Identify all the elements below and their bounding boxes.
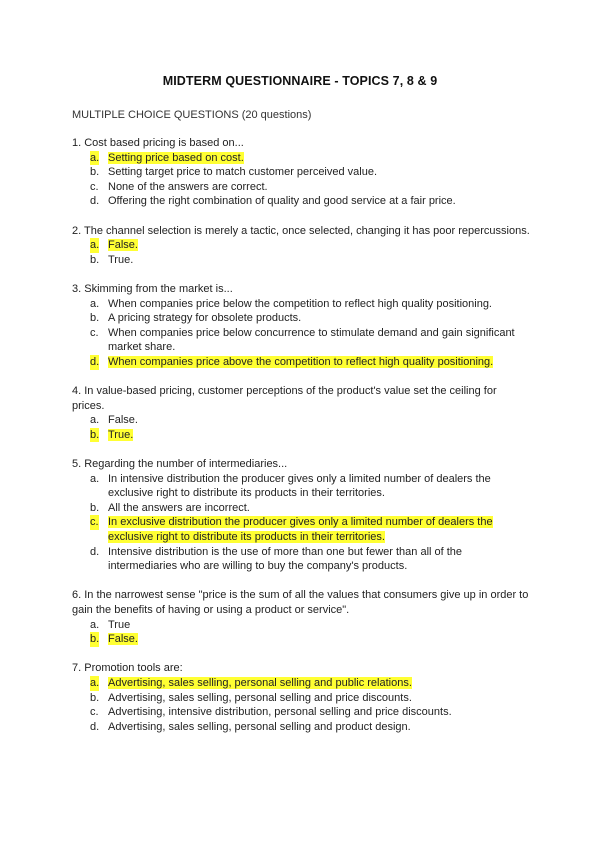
option-text: In intensive distribution the producer gives only a limited number of dealers the exclusive right to distribute its products in their territories. — [108, 472, 491, 500]
answer-option — [72, 691, 532, 706]
option-body — [108, 312, 301, 324]
question-text: 3. Skimming from the market is... — [72, 282, 233, 295]
page-title: MIDTERM QUESTIONNAIRE - TOPICS 7, 8 & 9 — [162, 74, 438, 88]
question-6 — [72, 588, 532, 646]
answer-option — [72, 705, 532, 720]
answer-options — [72, 151, 532, 209]
option-text: Advertising, intensive distribution, personal selling and price discounts. — [108, 706, 452, 719]
question-text: 5. Regarding the number of intermediaries... — [72, 458, 288, 471]
option-text: Setting target price to match customer perceived value. — [108, 166, 378, 179]
answer-options — [72, 413, 532, 442]
option-text: Advertising, sales selling, personal selling and product design. — [108, 720, 411, 733]
highlight-mark — [108, 152, 244, 164]
option-body — [108, 195, 456, 207]
question-7 — [72, 661, 532, 734]
option-text: When companies price below concurrence to stimulate demand and gain significant market share. — [108, 326, 515, 354]
question-text: 2. The channel selection is merely a tactic, once selected, changing it has poor repercussions. — [72, 224, 530, 237]
option-body — [108, 473, 491, 500]
option-letter: b. — [90, 428, 100, 441]
question-text: 1. Cost based pricing is based on... — [72, 137, 244, 149]
option-body — [108, 721, 411, 733]
highlight-mark — [108, 429, 133, 441]
question-5 — [72, 457, 532, 574]
option-text: All the answers are incorrect. — [108, 501, 250, 514]
answer-option-correct — [72, 355, 532, 370]
option-letter: c. — [90, 516, 99, 529]
answer-option — [72, 413, 532, 428]
option-text: Advertising, sales selling, personal selling and public relations. — [108, 676, 412, 689]
section-heading: MULTIPLE CHOICE QUESTIONS (20 questions) — [72, 109, 312, 121]
answer-option-correct — [72, 515, 532, 544]
answer-option-correct — [72, 238, 532, 253]
answer-option — [72, 720, 532, 735]
option-text: When companies price above the competition to reflect high quality positioning. — [108, 355, 494, 368]
answer-option — [72, 297, 532, 312]
answer-options — [72, 238, 532, 267]
answer-option — [72, 180, 532, 195]
option-text: True. — [108, 428, 134, 441]
option-body — [108, 502, 250, 514]
option-letter: a. — [90, 676, 100, 689]
highlight-mark — [108, 356, 493, 368]
answer-option — [72, 501, 532, 516]
option-text: Setting price based on cost. — [108, 151, 244, 164]
option-letter: a. — [90, 414, 100, 427]
option-text: A pricing strategy for obsolete products. — [108, 312, 302, 325]
question-text: 4. In value-based pricing, customer perceptions of the product's value set the ceiling for prices. — [72, 385, 497, 412]
option-body — [108, 327, 515, 354]
option-letter: d. — [90, 355, 100, 368]
highlight-mark — [108, 516, 493, 543]
option-text: False. — [108, 239, 138, 252]
option-letter: d. — [90, 720, 100, 733]
option-body — [108, 692, 412, 704]
answer-option-correct — [72, 676, 532, 691]
option-letter: b. — [90, 312, 100, 325]
option-letter: a. — [90, 618, 100, 631]
question-1 — [72, 136, 532, 209]
option-letter: b. — [90, 691, 100, 704]
answer-option — [72, 194, 532, 209]
option-letter: c. — [90, 180, 99, 193]
option-letter: b. — [90, 633, 100, 646]
option-letter: d. — [90, 195, 100, 208]
option-text: Advertising, sales selling, personal selling and price discounts. — [108, 691, 412, 704]
option-text: False. — [108, 633, 138, 646]
question-text: 6. In the narrowest sense "price is the sum of all the values that consumers give up in order to gain the benefits of having or using a product or service". — [72, 589, 529, 616]
answer-options — [72, 618, 532, 647]
option-body — [108, 414, 138, 426]
option-text: When companies price below the competition to reflect high quality positioning. — [108, 297, 492, 310]
answer-options — [72, 297, 532, 370]
option-letter: c. — [90, 326, 99, 339]
option-body — [108, 254, 133, 266]
option-letter: a. — [90, 151, 100, 164]
option-text: Offering the right combination of quality and good service at a fair price. — [108, 195, 456, 208]
question-3 — [72, 282, 532, 370]
option-body — [108, 706, 452, 718]
option-body — [108, 298, 492, 310]
answer-option — [72, 326, 532, 355]
option-body — [108, 166, 377, 178]
option-letter: b. — [90, 501, 100, 514]
answer-option-correct — [72, 151, 532, 166]
option-letter: a. — [90, 239, 100, 252]
option-letter: b. — [90, 166, 100, 179]
answer-option — [72, 253, 532, 268]
option-body — [108, 546, 462, 573]
option-text: None of the answers are correct. — [108, 180, 268, 193]
answer-option — [72, 618, 532, 633]
highlight-mark — [108, 633, 138, 645]
option-body — [108, 619, 130, 631]
option-text: In exclusive distribution the producer gives only a limited number of dealers the exclusive right to distribute its products in their territories. — [108, 516, 493, 544]
answer-option — [72, 472, 532, 501]
option-text: Intensive distribution is the use of more than one but fewer than all of the intermediaries who are willing to buy the company's products. — [108, 545, 463, 573]
answer-option-correct — [72, 632, 532, 647]
option-letter: a. — [90, 297, 100, 310]
answer-option-correct — [72, 428, 532, 443]
highlight-mark — [108, 239, 138, 251]
question-2 — [72, 224, 532, 268]
question-4 — [72, 384, 532, 442]
answer-option — [72, 165, 532, 180]
answer-options — [72, 472, 532, 574]
option-letter: a. — [90, 472, 100, 485]
option-text: True. — [108, 253, 134, 266]
answer-option — [72, 545, 532, 574]
option-letter: c. — [90, 706, 99, 719]
answer-option — [72, 311, 532, 326]
questions-list — [72, 136, 532, 749]
option-letter: b. — [90, 253, 100, 266]
option-body — [108, 181, 268, 193]
highlight-mark — [108, 677, 412, 689]
option-text: False. — [108, 414, 138, 427]
option-letter: d. — [90, 545, 100, 558]
option-text: True — [108, 618, 131, 631]
question-text: 7. Promotion tools are: — [72, 662, 183, 675]
answer-options — [72, 676, 532, 734]
